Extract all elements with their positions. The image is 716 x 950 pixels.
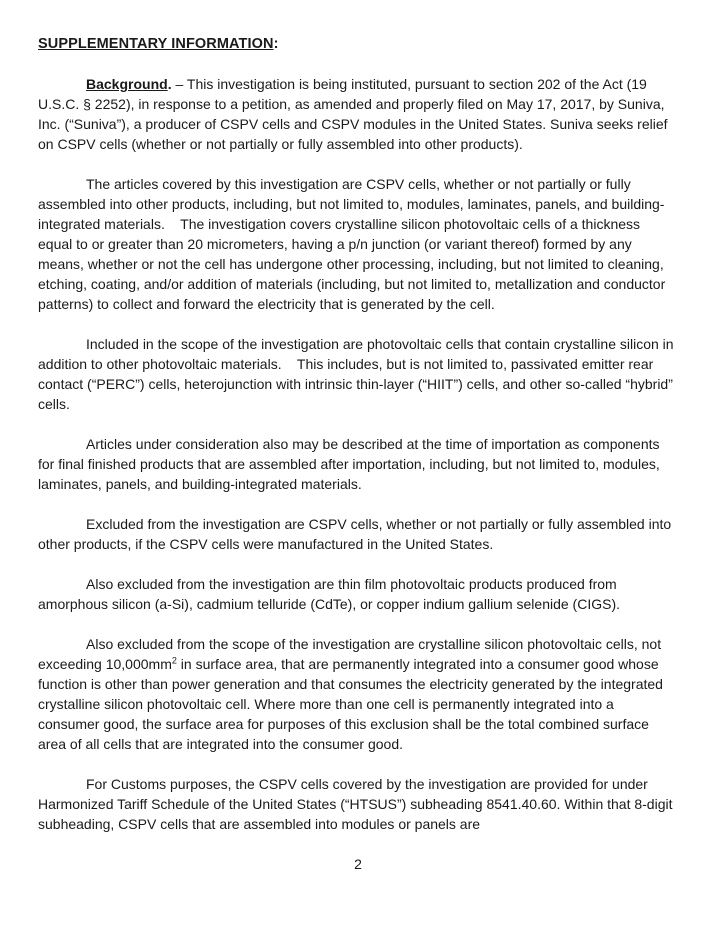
section-heading-colon: : bbox=[273, 36, 279, 52]
excluded-consumer-goods-after-sup: in surface area, that are permanently integrated into a consumer good whose function is other than power generation and that consumes the electricity generated by the integrated crystalline silicon photovoltaic cell. Where more than one cell is permanently integrated into a consumer good, the surface area for purposes of this exclusion shall be the total combined surface area of all cells that are integrated into the consumer good. bbox=[38, 656, 667, 752]
excluded-consumer-goods-before-sup: Also excluded from the scope of the investigation are crystalline silicon photovoltaic cells, not exceeding 10,000mm bbox=[38, 636, 665, 672]
page-number: 2 bbox=[354, 856, 362, 872]
paragraph-excluded-us-manufactured bbox=[38, 514, 678, 554]
paragraph-excluded-consumer-goods bbox=[38, 634, 678, 754]
included-scope-text: Included in the scope of the investigation are photovoltaic cells that contain crystalline silicon in addition to other photovoltaic materials. This includes, but is not limited to, passivated emitter rear contact (“PERC”) cells, heterojunction with intrinsic thin-layer (“HIIT”) cells, and other so-called “hybrid” cells. bbox=[38, 336, 678, 412]
paragraph-articles-covered bbox=[38, 174, 678, 314]
articles-consideration-text: Articles under consideration also may be described at the time of importation as components for final finished products that are assembled after importation, including, but not limited to, modules, laminates, panels, and building-integrated materials. bbox=[38, 436, 664, 492]
customs-text: For Customs purposes, the CSPV cells covered by the investigation are provided for under Harmonized Tariff Schedule of the United States (“HTSUS”) subheading 8541.40.60. Within that 8-digit subheading, CSPV cells that are assembled into modules or panels are bbox=[38, 776, 677, 832]
section-heading bbox=[38, 34, 678, 54]
excluded-us-manufactured-text: Excluded from the investigation are CSPV cells, whether or not partially or fully assembled into other products, if the CSPV cells were manufactured in the United States. bbox=[38, 516, 676, 552]
section-heading-text: SUPPLEMENTARY INFORMATION bbox=[38, 36, 274, 52]
paragraph-excluded-thin-film bbox=[38, 574, 678, 614]
paragraph-included-scope bbox=[38, 334, 678, 414]
articles-covered-text: The articles covered by this investigation are CSPV cells, whether or not partially or fully assembled into other products, including, but not limited to, modules, laminates, panels, and building-integrated materials. The investigation covers crystalline silicon photovoltaic cells of a thickness equal to or greater than 20 micrometers, having a p/n junction (or variant thereof) formed by any means, whether or not the cell has undergone other processing, including, but not limited to cleaning, etching, coating, and/or addition of materials (including, but not limited to, metallization and conductor patterns) to collect and forward the electricity that is generated by the cell. bbox=[38, 176, 670, 312]
paragraph-customs bbox=[38, 774, 678, 834]
page-footer bbox=[38, 854, 678, 874]
background-lead-period: . bbox=[167, 76, 172, 92]
background-body: – This investigation is being instituted, pursuant to section 202 of the Act (19 U.S.C. § 2252), in response to a petition, as amended and properly filed on May 17, 2017, by Suniva, Inc. (“Suniva”), a producer of CSPV cells and CSPV modules in the United States. Suniva seeks relief on CSPV cells (whether or not partially or fully assembled into other products). bbox=[38, 76, 672, 152]
paragraph-articles-consideration bbox=[38, 434, 678, 494]
excluded-thin-film-text: Also excluded from the investigation are thin film photovoltaic products produced from amorphous silicon (a-Si), cadmium telluride (CdTe), or copper indium gallium selenide (CIGS). bbox=[38, 576, 621, 612]
square-millimeter-superscript: 2 bbox=[171, 655, 177, 666]
paragraph-background bbox=[38, 74, 678, 154]
background-lead: Background bbox=[86, 76, 168, 92]
